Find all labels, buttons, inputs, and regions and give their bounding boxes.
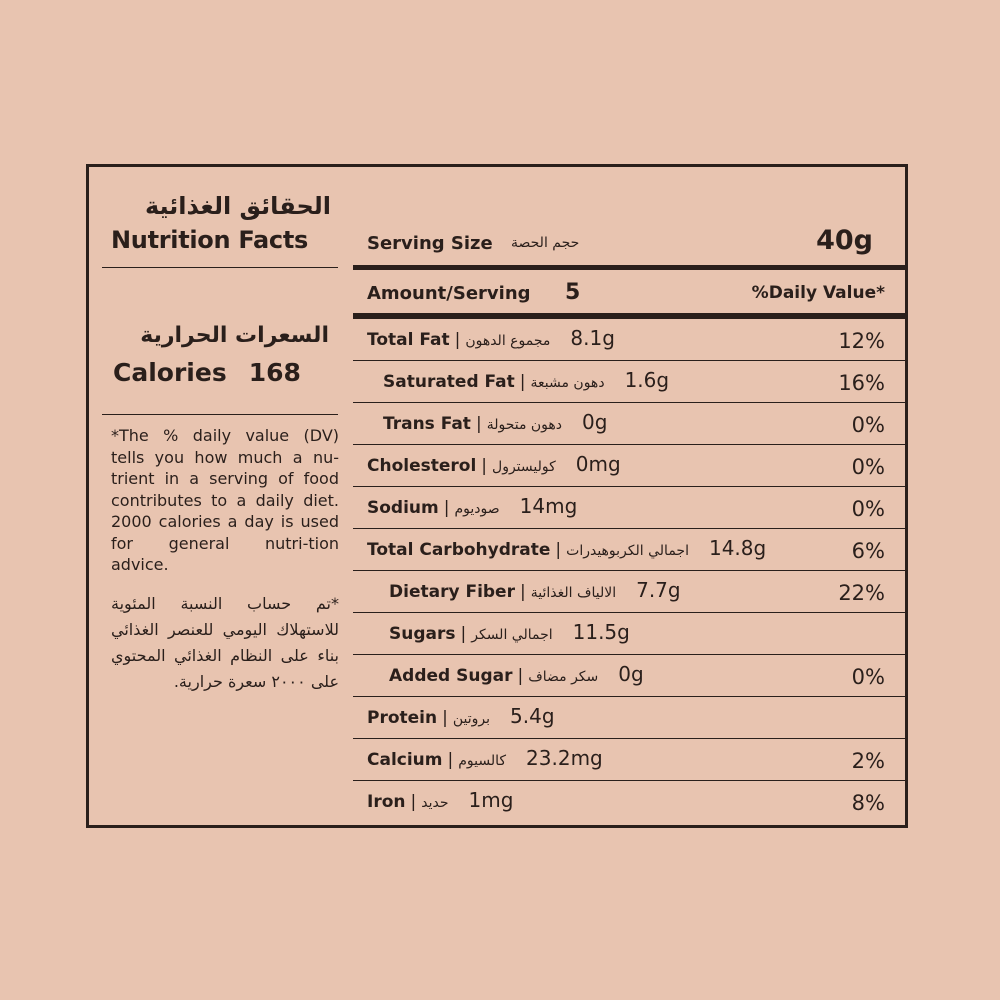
nutrient-name: Calcium — [367, 750, 443, 770]
nutrient-name: Iron — [367, 792, 406, 812]
nutrient-row-calcium — [353, 738, 905, 780]
left-panel — [89, 167, 341, 825]
serving-size-arabic: حجم الحصة — [511, 235, 580, 251]
divider — [102, 414, 338, 415]
nutrient-row-trans-fat — [353, 402, 905, 444]
nutrient-daily-percent: 0% — [851, 665, 885, 689]
nutrient-amount: 5.4g — [510, 704, 555, 728]
separator: | — [475, 414, 482, 434]
daily-value-header: %Daily Value* — [751, 283, 885, 303]
nutrient-name: Cholesterol — [367, 456, 477, 476]
nutrient-daily-percent: 22% — [838, 581, 885, 605]
separator: | — [519, 372, 526, 392]
nutrient-amount: 0g — [582, 410, 608, 434]
separator: | — [443, 498, 450, 518]
nutrient-name-arabic: حديد — [421, 795, 449, 811]
separator: | — [555, 540, 562, 560]
nutrient-name: Added Sugar — [389, 666, 513, 686]
nutrient-row-dietary-fiber — [353, 570, 905, 612]
separator: | — [442, 708, 448, 728]
nutrient-amount: 8.1g — [570, 326, 615, 350]
nutrient-daily-percent: 0% — [851, 497, 885, 521]
arabic-title: الحقائق الغذائية — [144, 192, 331, 220]
separator: | — [447, 750, 454, 770]
nutrient-row-sugars — [353, 612, 905, 654]
calories-label: Calories — [113, 358, 227, 387]
nutrient-name: Sodium — [367, 498, 439, 518]
nutrient-name-arabic: مجموع الدهون — [465, 333, 551, 349]
nutrient-name-arabic: كوليسترول — [492, 459, 556, 475]
nutrient-amount: 14mg — [519, 494, 578, 518]
nutrient-name: Total Carbohydrate — [367, 540, 551, 560]
nutrition-facts-title: Nutrition Facts — [111, 226, 309, 254]
nutrient-name-arabic: دهون مشبعة — [530, 375, 605, 391]
nutrient-row-protein — [353, 696, 905, 738]
nutrient-name: Dietary Fiber — [389, 582, 515, 602]
nutrient-name-arabic: الالياف الغذائية — [530, 585, 617, 601]
nutrient-row-total-fat — [353, 318, 905, 360]
arabic-daily-value-note: *تم حساب النسبة المئوية للاستهلاك اليومي للعنصر الغذائي بناء على النظام الغذائي المحتوي على ٢٠٠٠ سعرة حرارية. — [111, 594, 339, 691]
nutrient-row-added-sugar — [353, 654, 905, 696]
nutrient-name: Trans Fat — [383, 414, 471, 434]
nutrient-name: Sugars — [389, 624, 456, 644]
nutrient-name-arabic: اجمالي الكربوهيدرات — [566, 543, 689, 559]
nutrient-daily-percent: 8% — [851, 791, 885, 815]
nutrient-name-arabic: كالسيوم — [458, 753, 507, 769]
serving-size-label: Serving Size — [367, 233, 493, 254]
nutrient-daily-percent: 0% — [851, 455, 885, 479]
nutrient-name: Saturated Fat — [383, 372, 515, 392]
nutrient-name-arabic: سكر مضاف — [528, 669, 599, 685]
nutrient-amount: 0mg — [575, 452, 621, 476]
calories-value: 168 — [248, 358, 301, 387]
nutrient-name: Total Fat — [367, 330, 450, 350]
nutrient-amount: 11.5g — [572, 620, 630, 644]
separator: | — [454, 330, 461, 350]
separator: | — [519, 582, 526, 602]
nutrient-row-iron — [353, 780, 905, 822]
separator: | — [460, 624, 467, 644]
right-panel — [353, 167, 905, 825]
nutrition-label — [86, 164, 908, 828]
nutrient-row-cholesterol — [353, 444, 905, 486]
nutrient-daily-percent: 6% — [851, 539, 885, 563]
amount-per-serving-row — [353, 271, 905, 315]
nutrient-daily-percent: 0% — [851, 413, 885, 437]
nutrient-amount: 23.2mg — [526, 746, 603, 770]
nutrient-amount: 0g — [618, 662, 644, 686]
nutrient-row-total-carbohydrate — [353, 528, 905, 570]
nutrient-daily-percent: 2% — [851, 749, 885, 773]
separator: | — [481, 456, 488, 476]
separator: | — [517, 666, 524, 686]
nutrient-name-arabic: صوديوم — [454, 501, 500, 517]
amount-per-serving-label: Amount/Serving — [367, 283, 531, 304]
nutrient-amount: 7.7g — [636, 578, 681, 602]
arabic-calories-label: السعرات الحرارية — [140, 323, 329, 348]
nutrient-row-sodium — [353, 486, 905, 528]
nutrient-name-arabic: اجمالي السكر — [471, 627, 553, 643]
nutrient-amount: 1mg — [468, 788, 514, 812]
serving-size-value: 40g — [816, 225, 873, 256]
nutrient-amount: 1.6g — [624, 368, 670, 392]
nutrient-name: Protein — [367, 708, 438, 728]
nutrient-name-arabic: دهون متحولة — [486, 417, 563, 433]
nutrient-name-arabic: بروتين — [452, 711, 491, 727]
nutrient-row-saturated-fat — [353, 360, 905, 402]
calories-row — [113, 357, 301, 389]
nutrient-daily-percent: 12% — [838, 329, 885, 353]
thick-divider — [353, 265, 905, 270]
nutrient-amount: 14.8g — [708, 536, 767, 560]
servings-value: 5 — [565, 280, 581, 305]
nutrient-daily-percent: 16% — [838, 371, 885, 395]
separator: | — [410, 792, 417, 812]
divider — [102, 267, 338, 268]
serving-size-row — [353, 221, 905, 261]
daily-value-note: *The % daily value (DV) tells you how much a nu-trient in a serving of food contributes to a daily diet. 2000 calories a day is used for general nutri-tion advice. — [111, 426, 339, 574]
